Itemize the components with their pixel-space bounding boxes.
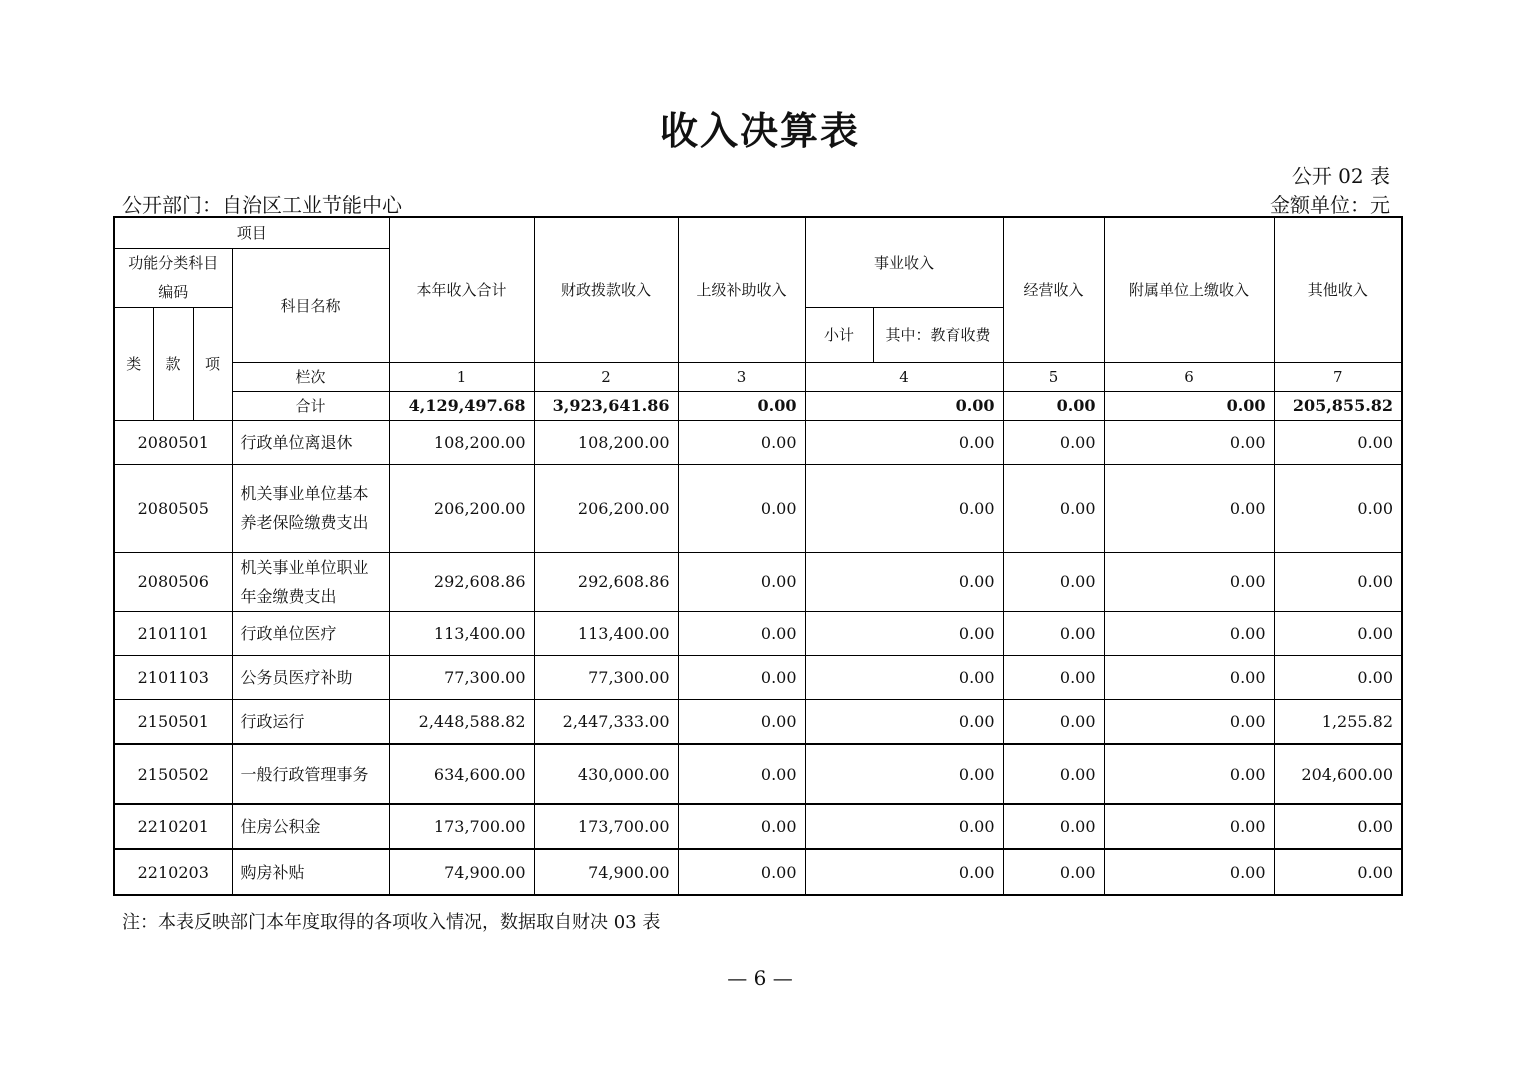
header-project: 项目	[114, 217, 389, 248]
subject-name: 行政单位医疗	[232, 611, 389, 655]
table-row	[114, 655, 1402, 699]
header-lei: 类	[114, 307, 153, 420]
cell-value: 0.00	[1104, 744, 1274, 804]
cell-value: 0.00	[1003, 464, 1104, 552]
cell-value: 0.00	[1104, 804, 1274, 849]
cell-value: 108,200.00	[534, 420, 678, 464]
cell-value: 0.00	[1003, 611, 1104, 655]
cell-value: 0.00	[1274, 849, 1402, 895]
cell-value: 0.00	[1274, 655, 1402, 699]
cell-value: 113,400.00	[389, 611, 534, 655]
cell-value: 0.00	[678, 744, 805, 804]
cell-value: 0.00	[805, 849, 1003, 895]
subject-code: 2080501	[114, 420, 232, 464]
col-num: 1	[389, 362, 534, 391]
header-business: 事业收入	[805, 217, 1003, 307]
col-num: 2	[534, 362, 678, 391]
header-func-code: 功能分类科目编码	[114, 248, 232, 307]
cell-value: 0.00	[678, 552, 805, 611]
header-subject-name: 科目名称	[232, 248, 389, 362]
cell-value: 0.00	[1104, 552, 1274, 611]
cell-value: 1,255.82	[1274, 699, 1402, 744]
cell-value: 0.00	[1003, 699, 1104, 744]
header-fiscal: 财政拨款收入	[534, 217, 678, 362]
cell-value: 173,700.00	[534, 804, 678, 849]
subject-name: 机关事业单位基本养老保险缴费支出	[232, 464, 389, 552]
cell-value: 0.00	[678, 611, 805, 655]
page-number: — 6 —	[727, 966, 793, 990]
cell-value: 0.00	[1003, 420, 1104, 464]
cell-value: 292,608.86	[534, 552, 678, 611]
subject-code: 2101103	[114, 655, 232, 699]
cell-value: 0.00	[1104, 611, 1274, 655]
cell-value: 0.00	[678, 804, 805, 849]
header-operating: 经营收入	[1003, 217, 1104, 362]
total-row	[114, 391, 1402, 420]
cell-value: 0.00	[1274, 611, 1402, 655]
subject-name: 公务员医疗补助	[232, 655, 389, 699]
table-row	[114, 611, 1402, 655]
cell-value: 74,900.00	[389, 849, 534, 895]
subject-code: 2150502	[114, 744, 232, 804]
subject-code: 2210201	[114, 804, 232, 849]
cell-value: 0.00	[805, 699, 1003, 744]
cell-value: 0.00	[678, 699, 805, 744]
cell-value: 0.00	[1104, 391, 1274, 420]
table-row	[114, 420, 1402, 464]
cell-value: 77,300.00	[389, 655, 534, 699]
col-num: 6	[1104, 362, 1274, 391]
table-note: 注：本表反映部门本年度取得的各项收入情况，数据取自财决 03 表	[122, 912, 661, 933]
column-label: 栏次	[232, 362, 389, 391]
cell-value: 173,700.00	[389, 804, 534, 849]
cell-value: 0.00	[1104, 420, 1274, 464]
header-superior: 上级补助收入	[678, 217, 805, 362]
total-label: 合计	[232, 391, 389, 420]
cell-value: 0.00	[678, 420, 805, 464]
cell-value: 4,129,497.68	[389, 391, 534, 420]
cell-value: 206,200.00	[389, 464, 534, 552]
cell-value: 0.00	[1274, 420, 1402, 464]
header-kuan: 款	[153, 307, 193, 420]
cell-value: 634,600.00	[389, 744, 534, 804]
cell-value: 0.00	[678, 655, 805, 699]
cell-value: 0.00	[1104, 699, 1274, 744]
subject-code: 2080506	[114, 552, 232, 611]
cell-value: 205,855.82	[1274, 391, 1402, 420]
subject-name: 一般行政管理事务	[232, 744, 389, 804]
subject-name: 机关事业单位职业年金缴费支出	[232, 552, 389, 611]
cell-value: 0.00	[805, 391, 1003, 420]
cell-value: 430,000.00	[534, 744, 678, 804]
cell-value: 0.00	[805, 655, 1003, 699]
cell-value: 0.00	[678, 464, 805, 552]
col-num: 7	[1274, 362, 1402, 391]
cell-value: 0.00	[805, 420, 1003, 464]
cell-value: 0.00	[1003, 744, 1104, 804]
table-row	[114, 804, 1402, 849]
department-label: 公开部门：自治区工业节能中心	[122, 193, 402, 217]
cell-value: 292,608.86	[389, 552, 534, 611]
table-row	[114, 699, 1402, 744]
table-row	[114, 552, 1402, 611]
cell-value: 74,900.00	[534, 849, 678, 895]
form-number: 公开 02 表	[1291, 164, 1390, 188]
table-row	[114, 464, 1402, 552]
cell-value: 2,448,588.82	[389, 699, 534, 744]
header-subtotal: 小计	[805, 307, 873, 362]
subject-code: 2210203	[114, 849, 232, 895]
cell-value: 77,300.00	[534, 655, 678, 699]
header-edu-fee: 其中：教育收费	[873, 307, 1003, 362]
cell-value: 0.00	[1104, 655, 1274, 699]
header-other: 其他收入	[1274, 217, 1402, 362]
cell-value: 0.00	[1104, 849, 1274, 895]
cell-value: 108,200.00	[389, 420, 534, 464]
cell-value: 0.00	[1274, 552, 1402, 611]
unit-label: 金额单位：元	[1270, 193, 1390, 217]
cell-value: 204,600.00	[1274, 744, 1402, 804]
cell-value: 0.00	[805, 744, 1003, 804]
cell-value: 0.00	[1003, 849, 1104, 895]
cell-value: 113,400.00	[534, 611, 678, 655]
cell-value: 0.00	[1003, 391, 1104, 420]
header-affiliated: 附属单位上缴收入	[1104, 217, 1274, 362]
cell-value: 0.00	[1003, 655, 1104, 699]
cell-value: 0.00	[1003, 804, 1104, 849]
cell-value: 0.00	[1104, 464, 1274, 552]
subject-code: 2150501	[114, 699, 232, 744]
cell-value: 0.00	[678, 391, 805, 420]
subject-name: 住房公积金	[232, 804, 389, 849]
cell-value: 0.00	[678, 849, 805, 895]
cell-value: 0.00	[805, 552, 1003, 611]
cell-value: 0.00	[1274, 464, 1402, 552]
header-xiang: 项	[193, 307, 232, 420]
subject-name: 购房补贴	[232, 849, 389, 895]
cell-value: 206,200.00	[534, 464, 678, 552]
cell-value: 0.00	[1003, 552, 1104, 611]
income-table	[113, 216, 1403, 896]
cell-value: 0.00	[805, 611, 1003, 655]
subject-name: 行政运行	[232, 699, 389, 744]
table-row	[114, 849, 1402, 895]
cell-value: 2,447,333.00	[534, 699, 678, 744]
header-total-income: 本年收入合计	[389, 217, 534, 362]
page-title: 收入决算表	[659, 108, 860, 153]
col-num: 4	[805, 362, 1003, 391]
col-num: 3	[678, 362, 805, 391]
subject-code: 2101101	[114, 611, 232, 655]
col-num: 5	[1003, 362, 1104, 391]
cell-value: 0.00	[805, 804, 1003, 849]
cell-value: 0.00	[805, 464, 1003, 552]
subject-name: 行政单位离退休	[232, 420, 389, 464]
cell-value: 3,923,641.86	[534, 391, 678, 420]
subject-code: 2080505	[114, 464, 232, 552]
table-row	[114, 744, 1402, 804]
cell-value: 0.00	[1274, 804, 1402, 849]
